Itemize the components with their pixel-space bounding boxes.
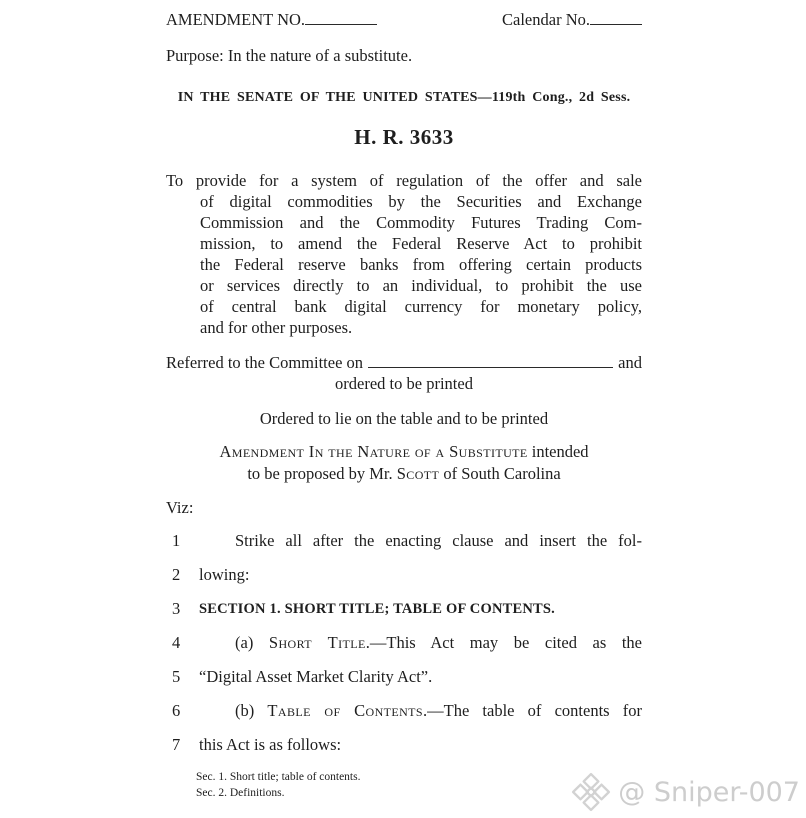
- body-line: [166, 701, 642, 721]
- preamble-line: To provide for a system of regulation of the offer and sale: [166, 171, 642, 190]
- toc-entry: Sec. 1. Short title; table of contents.: [196, 771, 361, 783]
- line-text: Strike all after the enacting clause and insert the fol-: [235, 531, 642, 550]
- line-text-pre: (a): [235, 633, 269, 652]
- preamble-line: of digital commodities by the Securities and Exchange: [200, 192, 642, 211]
- line-text: [199, 633, 642, 653]
- bill-number: H. R. 3633: [354, 125, 454, 149]
- body-line: [166, 633, 642, 653]
- preamble-line: Commission and the Commodity Futures Trading Com-: [200, 213, 642, 232]
- purpose-line: Purpose: In the nature of a substitute.: [166, 46, 413, 65]
- watermark-handle: @ Sniper-007: [618, 776, 800, 808]
- line-text: lowing:: [199, 565, 250, 584]
- line-number: 3: [172, 599, 181, 618]
- preamble-line: mission, to amend the Federal Reserve Act to prohibit: [200, 234, 642, 253]
- line-number: 7: [172, 735, 181, 754]
- referral-note: [166, 352, 642, 394]
- line-number: 5: [172, 667, 181, 686]
- body-line: [166, 599, 642, 619]
- calendar-number-label: Calendar No.: [502, 10, 590, 29]
- preamble-line: and for other purposes.: [200, 318, 353, 337]
- body-line: [166, 667, 642, 687]
- preamble-line: or services directly to an individual, to prohibit the use: [200, 276, 642, 295]
- nature-smallcaps: Amendment In the Nature of a Substitute: [219, 442, 528, 461]
- committee-name-blank: [368, 354, 613, 368]
- viz-label: Viz:: [166, 498, 194, 517]
- calendar-number-blank: [590, 11, 642, 25]
- preamble-paragraph: [166, 170, 642, 338]
- line-number: 6: [172, 701, 181, 720]
- nature-line2: [166, 463, 642, 485]
- line-text-post: .—The table of contents for: [422, 701, 642, 720]
- line-text: [199, 701, 642, 721]
- line-text-post: .—This Act may be cited as the: [365, 633, 642, 652]
- body-line: [166, 531, 642, 551]
- referral-text-post: and: [618, 353, 642, 372]
- amendment-number-label: AMENDMENT NO.: [166, 10, 306, 29]
- amendment-nature-caption: [166, 441, 642, 485]
- line-number: 2: [172, 565, 181, 584]
- ordered-note: Ordered to lie on the table and to be printed: [259, 409, 549, 428]
- document-header-row: [166, 0, 642, 30]
- section-heading: SECTION 1. SHORT TITLE; TABLE OF CONTENTS.: [199, 601, 555, 617]
- referral-line: [166, 352, 642, 373]
- preamble-line: of central bank digital currency for monetary policy,: [200, 297, 642, 316]
- amendment-number-blank: [305, 11, 377, 25]
- line-text-smallcaps: Short Title: [268, 633, 366, 652]
- toc-entry: Sec. 2. Definitions.: [196, 787, 285, 799]
- body-line: [166, 565, 642, 585]
- line-text-smallcaps: Table of Contents: [267, 701, 423, 720]
- calendar-number-group: [502, 10, 642, 30]
- referral-text-pre: Referred to the Committee on: [166, 353, 364, 372]
- preamble-line: the Federal reserve banks from offering certain products: [200, 255, 642, 274]
- line-number: 4: [172, 633, 181, 652]
- numbered-body: [166, 531, 642, 755]
- line-number: 1: [172, 531, 181, 550]
- nature-line1: [166, 441, 642, 463]
- document-content: [166, 0, 642, 801]
- amendment-number-group: [166, 10, 377, 30]
- sponsor-name: Scott: [396, 464, 440, 483]
- senate-caption: IN THE SENATE OF THE UNITED STATES—119th Cong., 2d Sess.: [177, 90, 631, 105]
- referral-line2: ordered to be printed: [335, 374, 473, 393]
- nature-post: intended: [527, 442, 589, 461]
- diamond-logo-icon: [571, 772, 611, 812]
- body-line: [166, 735, 642, 755]
- watermark: [571, 772, 800, 812]
- nature-line2-post: of South Carolina: [439, 464, 561, 483]
- line-text: “Digital Asset Market Clarity Act”.: [199, 667, 433, 686]
- line-text-pre: (b): [235, 701, 268, 720]
- nature-line2-pre: to be proposed by Mr.: [247, 464, 397, 483]
- line-text: this Act is as follows:: [199, 735, 342, 754]
